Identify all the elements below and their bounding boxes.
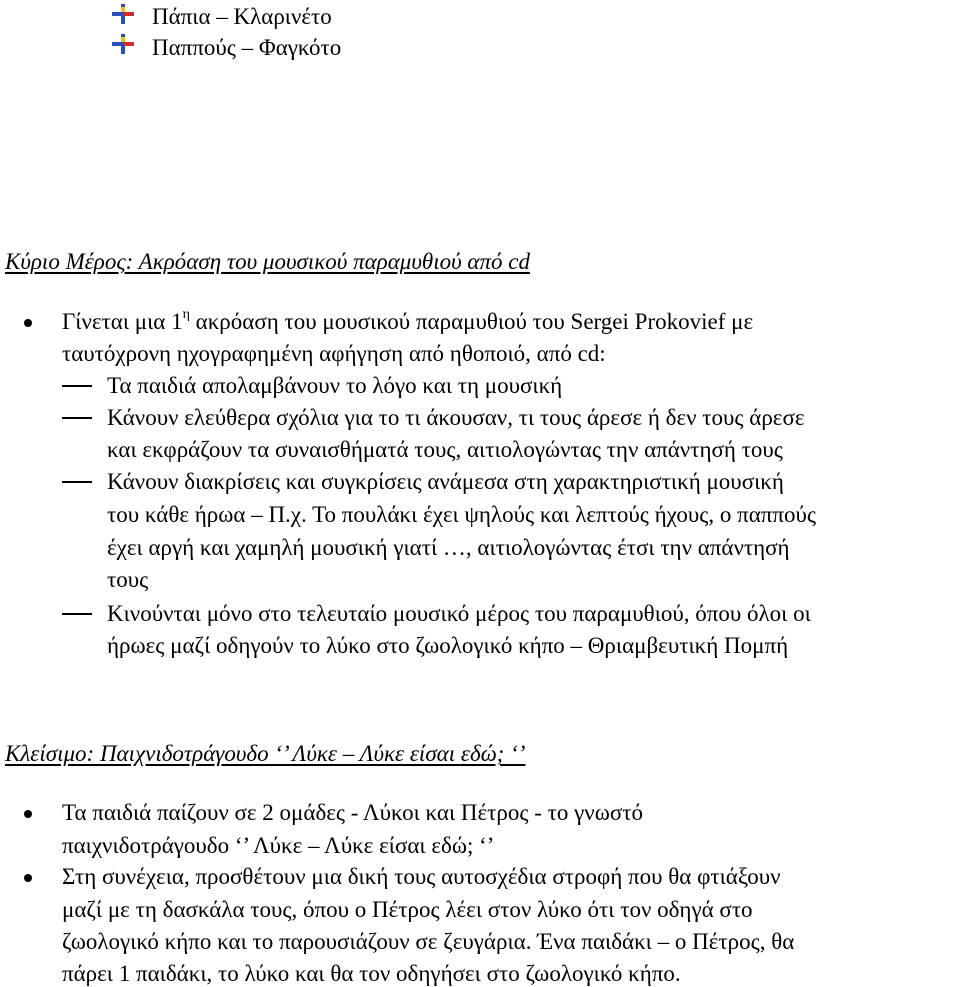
dash-marker (62, 481, 92, 483)
main-section-heading: Κύριο Μέρος: Ακρόαση του μουσικού παραμυθιού από cd (5, 249, 530, 274)
main-bullet-post: ακρόαση του μουσικού παραμυθιού του Sergei Prokovief με (189, 309, 754, 334)
closing-bullet-line: ζωολογικό κήπο και το παρουσιάζουν σε ζευγάρια. Ένα παιδάκι – ο Πέτρος, θα (62, 929, 795, 954)
closing-bullet-line: μαζί με τη δασκάλα τους, όπου ο Πέτρος λέει στον λύκο ότι τον οδηγά στο (62, 897, 753, 922)
pin-icon (112, 34, 134, 54)
main-bullet-line2: ταυτόχρονη ηχογραφημένη αφήγηση από ηθοποιό, από cd: (62, 341, 606, 366)
instrument-duck: Πάπια – Κλαρινέτο (152, 4, 332, 29)
dash-item-line: Τα παιδιά απολαμβάνουν το λόγο και τη μουσική (107, 373, 563, 398)
dash-marker (62, 417, 92, 419)
instrument-grandpa: Παππούς – Φαγκότο (152, 35, 342, 60)
closing-bullet-line: παιχνιδοτράγουδο ‘’ Λύκε – Λύκε είσαι εδώ; ‘’ (62, 833, 495, 858)
closing-bullet-line: Τα παιδιά παίζουν σε 2 ομάδες - Λύκοι και Πέτρος - το γνωστό (62, 800, 643, 825)
bullet-dot (24, 874, 32, 882)
ordinal-superscript: η (182, 307, 190, 322)
main-bullet-line1 (62, 307, 754, 334)
dash-item-line: τους (107, 567, 149, 592)
dash-item-line: και εκφράζουν τα συναισθήματά τους, αιτιολογώντας την απάντησή τους (107, 437, 783, 462)
dash-marker (62, 385, 92, 387)
dash-item-line: Κινούνται μόνο στο τελευταίο μουσικό μέρος του παραμυθιού, όπου όλοι οι (107, 601, 811, 626)
closing-section-heading: Κλείσιμο: Παιχνιδοτράγουδο ‘’ Λύκε – Λύκε είσαι εδώ; ‘’ (5, 741, 526, 766)
dash-item-line: Κάνουν ελεύθερα σχόλια για το τι άκουσαν, τι τους άρεσε ή δεν τους άρεσε (107, 405, 805, 430)
dash-item-line: έχει αργή και χαμηλή μουσική γιατί …, αιτιολογώντας έτσι την απάντησή (107, 535, 790, 560)
dash-item-line: Κάνουν διακρίσεις και συγκρίσεις ανάμεσα στη χαρακτηριστική μουσική (107, 469, 784, 494)
main-bullet-pre: Γίνεται μια 1 (62, 309, 183, 334)
dash-item-line: ήρωες μαζί οδηγούν το λύκο στο ζωολογικό κήπο – Θριαμβευτική Πομπή (107, 633, 789, 658)
dash-item-line: του κάθε ήρωα – Π.χ. Το πουλάκι έχει ψηλούς και λεπτούς ήχους, ο παππούς (107, 502, 816, 527)
bullet-dot (24, 319, 32, 327)
closing-bullet-line: Στη συνέχεια, προσθέτουν μια δική τους αυτοσχέδια στροφή που θα φτιάξουν (62, 864, 781, 889)
pin-icon (112, 4, 134, 24)
dash-marker (62, 613, 92, 615)
closing-bullet-line: πάρει 1 παιδάκι, το λύκο και θα τον οδηγήσει στο ζωολογικό κήπο. (62, 961, 681, 986)
bullet-dot (24, 810, 32, 818)
